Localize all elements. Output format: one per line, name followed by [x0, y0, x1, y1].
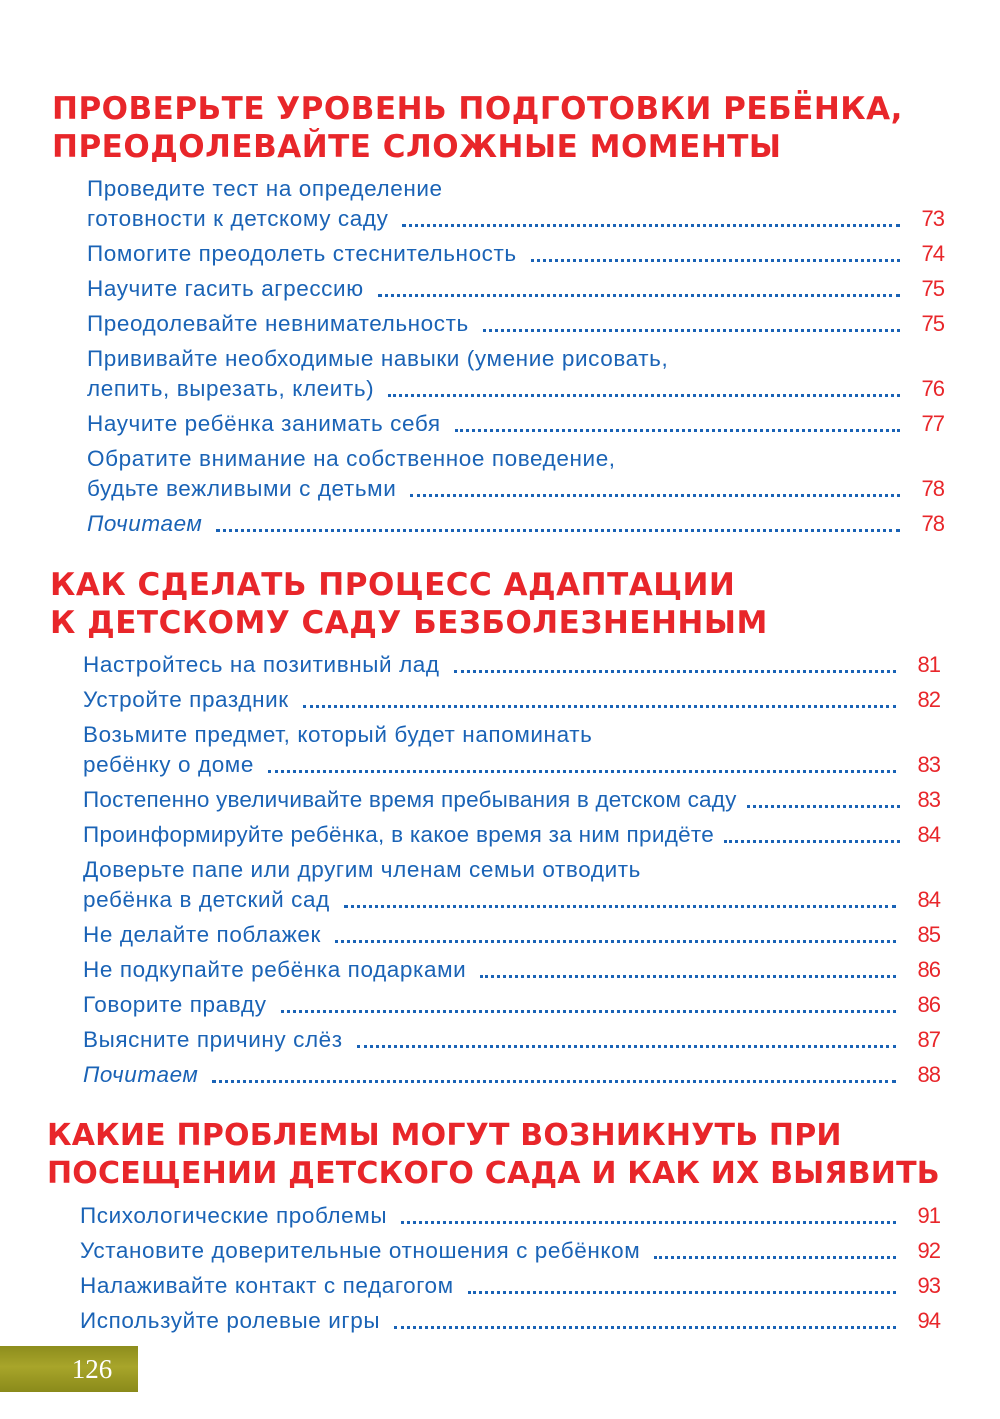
entry-page-number: 82: [917, 687, 940, 712]
toc-entry[interactable]: [87, 444, 944, 504]
entry-page-number: 85: [917, 922, 940, 947]
entry-title: Используйте ролевые игры: [80, 1308, 381, 1333]
entry-title-line: Прививайте необходимые навыки (умение рисовать,: [87, 346, 669, 371]
toc-entry[interactable]: [80, 1236, 940, 1266]
dot-leader: [357, 1045, 896, 1048]
toc-entry[interactable]: [83, 955, 940, 985]
section-heading: [0, 566, 1000, 642]
entry-page-number: 83: [917, 787, 940, 812]
entry-page-number: 93: [917, 1273, 940, 1298]
entry-title: Устройте праздник: [83, 687, 289, 712]
entry-title: Не делайте поблажек: [83, 922, 321, 947]
entry-page-number: 78: [921, 476, 944, 501]
toc-entry[interactable]: [80, 1306, 940, 1336]
toc-entry[interactable]: [83, 990, 940, 1020]
dot-leader: [344, 905, 896, 908]
entry-page-number: 83: [917, 752, 940, 777]
dot-leader: [410, 494, 900, 497]
entry-title-line: Доверьте папе или другим членам семьи отводить: [83, 857, 641, 882]
toc-entry[interactable]: [83, 785, 940, 815]
toc-entries: [0, 174, 1000, 539]
toc-entry[interactable]: [87, 309, 944, 339]
toc-entry[interactable]: [87, 239, 944, 269]
dot-leader: [747, 805, 900, 808]
toc-section-2: [0, 566, 1000, 1095]
entry-page-number: 76: [921, 376, 944, 401]
entry-page-number: 94: [917, 1308, 940, 1333]
entry-page-number: 84: [917, 887, 940, 912]
entry-page-number: 77: [921, 411, 944, 436]
entry-title: готовности к детскому саду: [87, 206, 389, 231]
toc-entry[interactable]: [87, 409, 944, 439]
dot-leader: [724, 840, 900, 843]
entry-title: будьте вежливыми с детьми: [87, 476, 397, 501]
toc-section-3: [0, 1117, 1000, 1341]
toc-entry[interactable]: [83, 1060, 940, 1090]
toc-entry[interactable]: [83, 820, 940, 850]
dot-leader: [394, 1326, 896, 1329]
entry-title-line: Обратите внимание на собственное поведение,: [87, 446, 616, 471]
toc-entry[interactable]: [87, 274, 944, 304]
dot-leader: [281, 1010, 896, 1013]
section-heading-line: ПРОВЕРЬТЕ УРОВЕНЬ ПОДГОТОВКИ РЕБЁНКА,: [52, 91, 903, 127]
toc-entry[interactable]: [83, 720, 940, 780]
entry-title: Установите доверительные отношения с ребёнком: [80, 1238, 641, 1263]
dot-leader: [455, 429, 900, 432]
entry-title: Научите гасить агрессию: [87, 276, 364, 301]
toc-entries: [0, 1201, 1000, 1336]
entry-title: Налаживайте контакт с педагогом: [80, 1273, 454, 1298]
toc-entry[interactable]: [83, 685, 940, 715]
entry-title: Проинформируйте ребёнка, в какое время за ним придёте: [83, 822, 715, 847]
toc-entry[interactable]: [87, 509, 944, 539]
dot-leader: [388, 394, 900, 397]
dot-leader: [531, 259, 900, 262]
toc-entries: [0, 650, 1000, 1090]
entry-page-number: 84: [917, 822, 940, 847]
dot-leader: [268, 770, 896, 773]
entry-page-number: 78: [921, 511, 944, 536]
toc-entry[interactable]: [80, 1271, 940, 1301]
entry-title: Настройтесь на позитивный лад: [83, 652, 440, 677]
toc-section-1: [0, 90, 1000, 544]
section-heading: [0, 1117, 1000, 1193]
entry-title: лепить, вырезать, клеить): [87, 376, 375, 401]
entry-title: Преодолевайте невнимательность: [87, 311, 469, 336]
toc-entry[interactable]: [83, 855, 940, 915]
entry-title: Постепенно увеличивайте время пребывания в детском саду: [83, 787, 737, 812]
entry-title-line: Возьмите предмет, который будет напоминать: [83, 722, 593, 747]
entry-page-number: 91: [917, 1203, 940, 1228]
entry-title: Научите ребёнка занимать себя: [87, 411, 441, 436]
dot-leader: [335, 940, 896, 943]
entry-title-line: Проведите тест на определение: [87, 176, 443, 201]
dot-leader: [468, 1291, 896, 1294]
dot-leader: [454, 670, 896, 673]
entry-title: Психологические проблемы: [80, 1203, 388, 1228]
dot-leader: [402, 224, 900, 227]
dot-leader: [212, 1080, 896, 1083]
dot-leader: [303, 705, 896, 708]
entry-title: ребёнка в детский сад: [83, 887, 330, 912]
dot-leader: [378, 294, 900, 297]
toc-entry[interactable]: [83, 650, 940, 680]
entry-page-number: 87: [917, 1027, 940, 1052]
dot-leader: [216, 529, 900, 532]
entry-page-number: 81: [917, 652, 940, 677]
dot-leader: [483, 329, 900, 332]
entry-title: Почитаем: [87, 511, 203, 536]
entry-page-number: 75: [921, 276, 944, 301]
section-heading: [0, 90, 1000, 166]
entry-title: Выясните причину слёз: [83, 1027, 343, 1052]
entry-page-number: 75: [921, 311, 944, 336]
section-heading-line: ПОСЕЩЕНИИ ДЕТСКОГО САДА И КАК ИХ ВЫЯВИТЬ: [47, 1156, 940, 1191]
section-heading-line: КАКИЕ ПРОБЛЕМЫ МОГУТ ВОЗНИКНУТЬ ПРИ: [47, 1118, 842, 1153]
dot-leader: [654, 1256, 896, 1259]
page-number: 126: [71, 1354, 113, 1384]
entry-page-number: 74: [921, 241, 944, 266]
toc-entry[interactable]: [87, 174, 944, 234]
entry-page-number: 73: [921, 206, 944, 231]
toc-entry[interactable]: [83, 1025, 940, 1055]
section-heading-line: К ДЕТСКОМУ САДУ БЕЗБОЛЕЗНЕННЫМ: [50, 605, 768, 641]
dot-leader: [401, 1221, 896, 1224]
entry-page-number: 92: [917, 1238, 940, 1263]
entry-page-number: 86: [917, 992, 940, 1017]
entry-title: ребёнку о доме: [83, 752, 254, 777]
entry-title: Почитаем: [83, 1062, 199, 1087]
entry-title: Помогите преодолеть стеснительность: [87, 241, 517, 266]
entry-title: Говорите правду: [83, 992, 267, 1017]
toc-entry[interactable]: [87, 344, 944, 404]
toc-entry[interactable]: [80, 1201, 940, 1231]
section-heading-line: КАК СДЕЛАТЬ ПРОЦЕСС АДАПТАЦИИ: [50, 567, 736, 603]
entry-page-number: 86: [917, 957, 940, 982]
entry-title: Не подкупайте ребёнка подарками: [83, 957, 467, 982]
entry-page-number: 88: [917, 1062, 940, 1087]
section-heading-line: ПРЕОДОЛЕВАЙТЕ СЛОЖНЫЕ МОМЕНТЫ: [52, 129, 782, 165]
dot-leader: [480, 975, 896, 978]
toc-entry[interactable]: [83, 920, 940, 950]
